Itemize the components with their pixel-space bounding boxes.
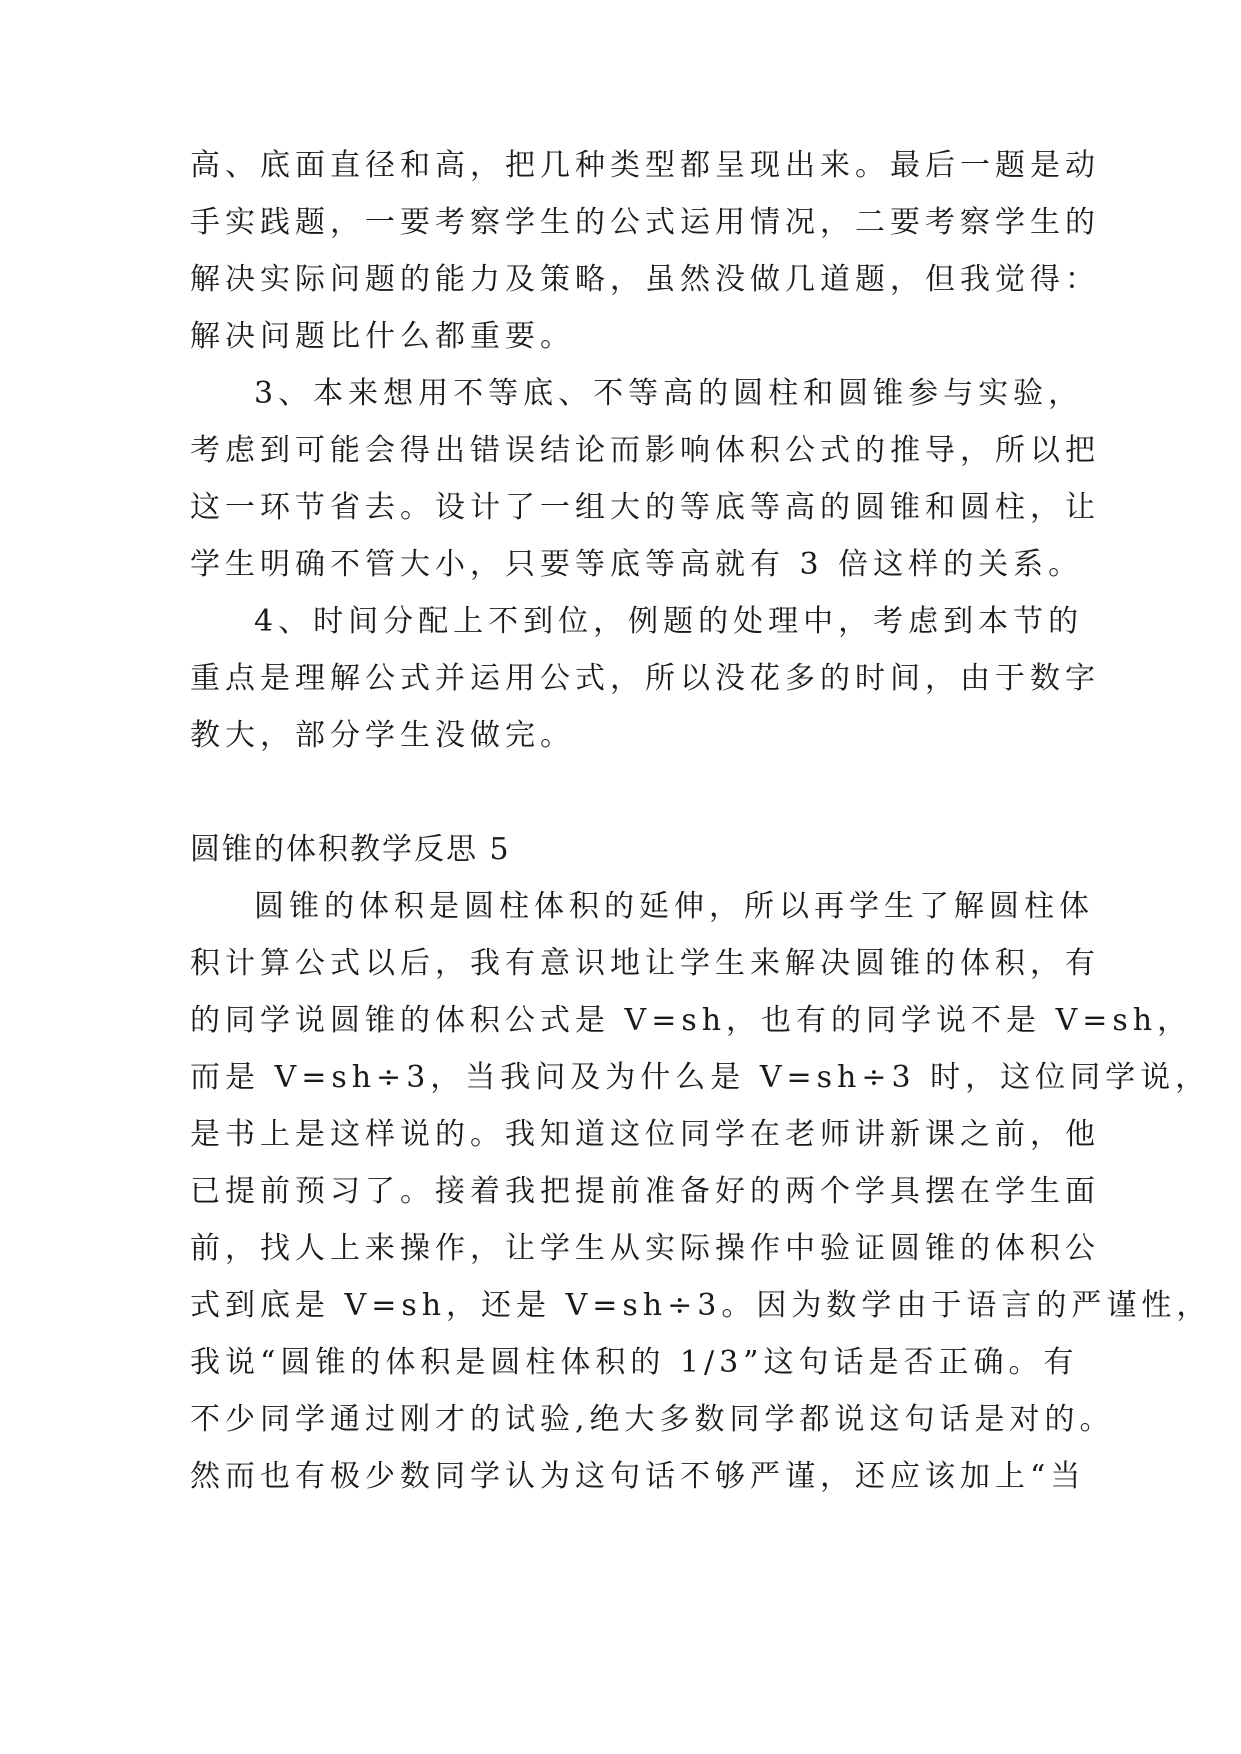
- text-line: 学生明确不管大小，只要等底等高就有 3 倍这样的关系。: [190, 547, 1084, 582]
- text-line: 是书上是这样说的。我知道这位同学在老师讲新课之前，他: [190, 1117, 1100, 1152]
- text-line: 积计算公式以后，我有意识地让学生来解决圆锥的体积，有: [190, 946, 1100, 981]
- text-line: 我说“圆锥的体积是圆柱体积的 1/3”这句话是否正确。有: [190, 1345, 1079, 1380]
- section-title: 圆锥的体积教学反思 5: [190, 832, 511, 867]
- text-line: 解决实际问题的能力及策略，虽然没做几道题，但我觉得：: [190, 262, 1100, 297]
- text-line: 4、时间分配上不到位，例题的处理中，考虑到本节的: [254, 604, 1084, 639]
- text-line: 圆锥的体积是圆柱体积的延伸，所以再学生了解圆柱体: [254, 889, 1094, 924]
- text-line: 考虑到可能会得出错误结论而影响体积公式的推导，所以把: [190, 433, 1100, 468]
- text-line: 重点是理解公式并运用公式，所以没花多的时间，由于数字: [190, 661, 1100, 696]
- text-line: 高、底面直径和高，把几种类型都呈现出来。最后一题是动: [190, 148, 1100, 183]
- text-line: 的同学说圆锥的体积公式是 V=sh，也有的同学说不是 V=sh，: [190, 1003, 1193, 1038]
- text-line: 不少同学通过刚才的试验,绝大多数同学都说这句话是对的。: [190, 1402, 1115, 1437]
- text-line: 式到底是 V=sh，还是 V=sh÷3。因为数学由于语言的严谨性，: [190, 1288, 1212, 1323]
- text-line: 手实践题，一要考察学生的公式运用情况，二要考察学生的: [190, 205, 1100, 240]
- text-line: 然而也有极少数同学认为这句话不够严谨，还应该加上“当: [190, 1459, 1086, 1494]
- text-line: 这一环节省去。设计了一组大的等底等高的圆锥和圆柱，让: [190, 490, 1100, 525]
- text-line: 教大，部分学生没做完。: [190, 718, 575, 753]
- text-line: 而是 V=sh÷3，当我问及为什么是 V=sh÷3 时，这位同学说，: [190, 1060, 1211, 1095]
- text-line: 3、本来想用不等底、不等高的圆柱和圆锥参与实验，: [254, 376, 1084, 411]
- text-line: 已提前预习了。接着我把提前准备好的两个学具摆在学生面: [190, 1174, 1100, 1209]
- text-line: 解决问题比什么都重要。: [190, 319, 575, 354]
- text-line: 前，找人上来操作，让学生从实际操作中验证圆锥的体积公: [190, 1231, 1100, 1266]
